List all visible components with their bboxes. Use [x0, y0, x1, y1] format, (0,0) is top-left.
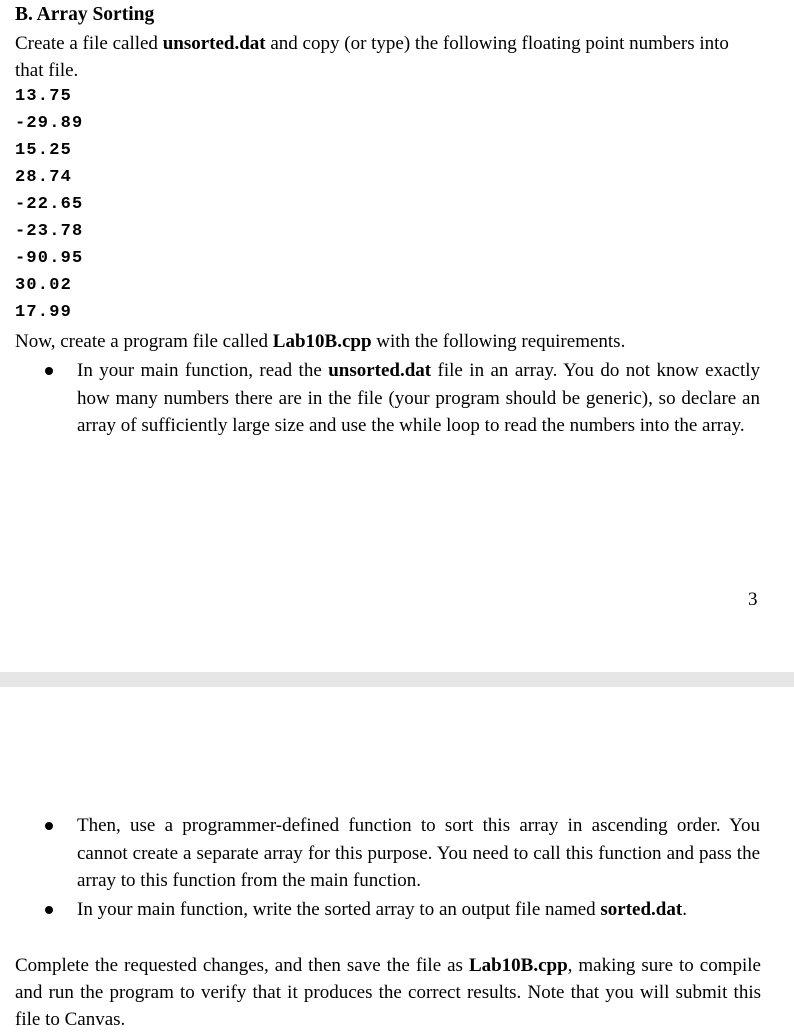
program-text-1: Now, create a program file called: [15, 331, 273, 352]
bullet3-text-1: In your main function, write the sorted array to an output file named: [77, 899, 601, 920]
bullet-icon: [45, 822, 53, 830]
number-item: 30.02: [15, 276, 73, 295]
intro-text-1: Create a file called: [15, 33, 163, 54]
number-item: -90.95: [15, 249, 84, 268]
page-number: 3: [748, 589, 758, 610]
page-break: [0, 672, 794, 687]
bullet-read-array: [77, 357, 760, 440]
number-item: 13.75: [15, 87, 73, 106]
number-item: 28.74: [15, 168, 73, 187]
bullet1-text-2: file in an array. You do not know exactly how many numbers there are in the file (your program should be generic), so declare an array of sufficiently large size and use the while loop to read the numbers into the array.: [77, 360, 760, 436]
intro-text-2: and copy (or type) the following floating point numbers into that file.: [15, 33, 729, 81]
closing-text-2: , making sure to compile and run the program to verify that it produces the correct results. Note that you will submit this file to Canvas.: [15, 955, 761, 1030]
section-heading: B. Array Sorting: [15, 4, 155, 25]
closing-text-1: Complete the requested changes, and then save the file as: [15, 955, 469, 976]
number-item: 17.99: [15, 303, 73, 322]
bullet-icon: [45, 906, 53, 914]
number-item: -22.65: [15, 195, 84, 214]
program-paragraph: [15, 328, 761, 355]
closing-paragraph: [15, 952, 761, 1033]
program-text-2: with the following requirements.: [371, 331, 626, 352]
bullet3-text-2: .: [682, 899, 687, 920]
number-item: 15.25: [15, 141, 73, 160]
bullet2-text: Then, use a programmer-defined function to sort this array in ascending order. You cannot create a separate array for this purpose. You need to call this function and pass the array to this function from the main function.: [77, 815, 760, 891]
number-item: -29.89: [15, 114, 84, 133]
bullet-sort-function: [77, 812, 760, 895]
program-filename: Lab10B.cpp: [272, 331, 372, 352]
bullet-write-sorted: [77, 896, 760, 924]
bullet1-filename: unsorted.dat: [328, 360, 432, 381]
sorted-filename: sorted.dat: [600, 899, 683, 920]
number-item: -23.78: [15, 222, 84, 241]
bullet-icon: [45, 367, 53, 375]
closing-filename: Lab10B.cpp: [468, 955, 568, 976]
number-list: [15, 83, 83, 326]
bullet1-text-1: In your main function, read the: [77, 360, 329, 381]
unsorted-filename: unsorted.dat: [162, 33, 266, 54]
document-page-2: [0, 687, 794, 1030]
intro-paragraph: [15, 30, 761, 84]
